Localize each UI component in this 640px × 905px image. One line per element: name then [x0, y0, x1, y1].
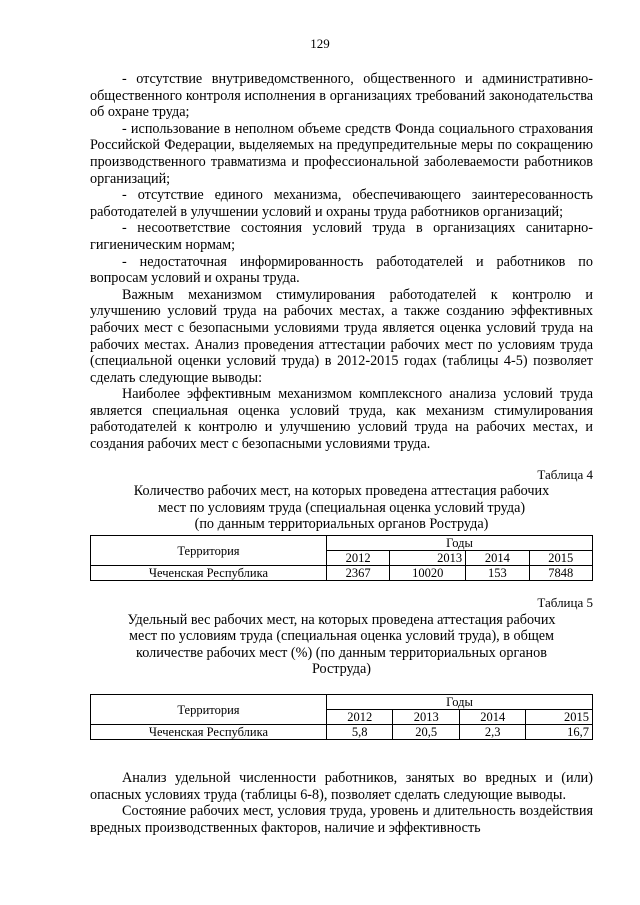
table5-title-line: Роструда)	[311, 661, 371, 678]
paragraph: - отсутствие единого механизма, обеспечивающего заинтересованность работодателей в улучшении условий и охраны труда работников организаций;	[90, 187, 593, 220]
paragraph: - недостаточная информированность работодателей и работников по вопросам условий и охраны труда.	[90, 253, 593, 287]
table5-title	[90, 612, 593, 678]
table4-cell: 10020	[390, 566, 466, 581]
table4-cell: 7848	[529, 566, 592, 581]
table5-cell: 5,8	[326, 725, 393, 740]
table4-cell: 2367	[326, 566, 389, 581]
table5-caption: Таблица 5	[537, 595, 593, 611]
table4-cell: 153	[466, 566, 529, 581]
table5-cell: 2,3	[459, 725, 526, 740]
table4-title-line: мест по условиям труда (специальная оценка условий труда)	[157, 499, 526, 516]
paragraph: - отсутствие внутриведомственного, общественного и административно-общественного контроля исполнения в организациях требований законодательства об охране труда;	[90, 71, 593, 121]
paragraph: Анализ удельной численности работников, занятых во вредных и (или) опасных условиях труда (таблицы 6-8), позволяет сделать следующие выводы.	[90, 770, 593, 803]
table4-header-years: Годы	[326, 536, 592, 551]
table4-title-line: (по данным территориальных органов Роструда)	[194, 516, 489, 533]
table4-year: 2012	[326, 551, 389, 566]
table4-year: 2015	[529, 551, 592, 566]
table4-title	[90, 483, 593, 533]
table5-year: 2013	[393, 710, 460, 725]
table5-cell: 20,5	[393, 725, 460, 740]
table4-caption: Таблица 4	[537, 466, 593, 482]
table5-title-line: Удельный вес рабочих мест, на которых проведена аттестация рабочих	[127, 611, 556, 628]
page-number: 129	[310, 36, 330, 51]
table4-year: 2014	[466, 551, 529, 566]
table4-header-territory: Территория	[91, 536, 327, 566]
table-row	[91, 566, 593, 581]
table5-cell: 16,7	[526, 725, 593, 740]
table4-title-line: Количество рабочих мест, на которых проведена аттестация рабочих	[133, 483, 550, 500]
table5-row-label: Чеченская Республика	[91, 725, 327, 740]
table5	[90, 694, 593, 740]
table5-header-years: Годы	[326, 695, 592, 710]
table4-row-label: Чеченская Республика	[91, 566, 327, 581]
table5-year: 2014	[459, 710, 526, 725]
table5-year: 2015	[526, 710, 593, 725]
table-row	[91, 725, 593, 740]
paragraph: Наиболее эффективным механизмом комплексного анализа условий труда является специальная оценка условий труда, как механизм стимулирования работодателей к контролю и улучшению условий труда на рабочих местах, и создания рабочих мест с безопасными условиями труда.	[90, 386, 593, 453]
paragraph: - использование в неполном объеме средств Фонда социального страхования Российской Федерации, выделяемых на предупредительные меры по сокращению производственного травматизма и профессиональной заболеваемости работников организаций;	[90, 120, 593, 187]
paragraph: - несоответствие состояния условий труда в организациях санитарно-гигиеническим нормам;	[90, 220, 593, 253]
table5-year: 2012	[326, 710, 393, 725]
paragraph: Состояние рабочих мест, условия труда, уровень и длительность воздействия вредных производственных факторов, наличие и эффективность	[90, 803, 593, 836]
paragraph: Важным механизмом стимулирования работодателей к контролю и улучшению условий труда на рабочих местах, а также созданию эффективных рабочих мест с безопасными условиями труда является оценка условий труда на рабочих местах. Анализ проведения аттестации рабочих мест по условиям труда (специальной оценки условий труда) в 2012-2015 годах (таблицы 4-5) позволяет сделать следующие выводы:	[90, 286, 593, 386]
table4-year: 2013	[390, 551, 466, 566]
table5-header-territory: Территория	[91, 695, 327, 725]
table5-title-line: мест по условиям труда (специальная оценка условий труда), в общем	[128, 628, 555, 645]
table4	[90, 535, 593, 581]
table5-title-line: количестве рабочих мест (%) (по данным территориальных органов	[136, 644, 547, 661]
page-body	[90, 71, 593, 836]
